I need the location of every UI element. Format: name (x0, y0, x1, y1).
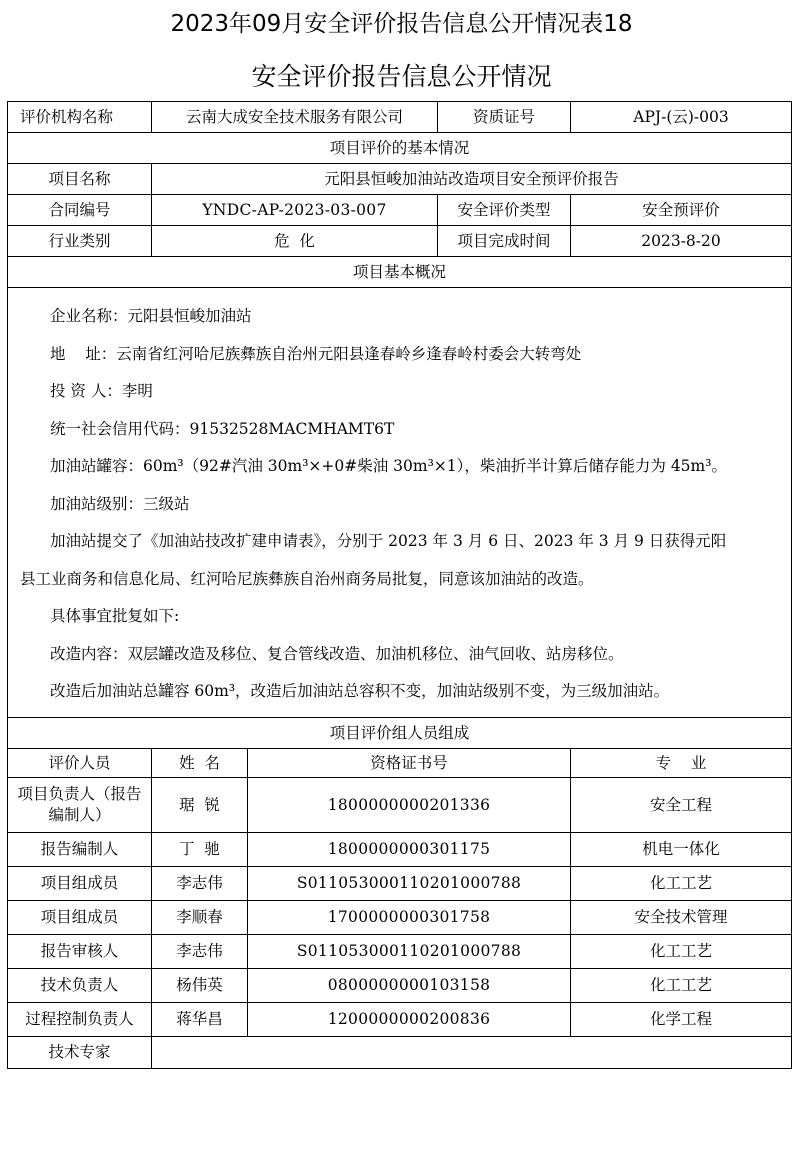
team-cert: S011053000110201000788 (248, 866, 571, 900)
overview-renovation-result: 改造后加油站总罐容 60m³，改造后加油站总容积不变，加油站级别不变，为三级加油站。 (50, 682, 670, 700)
team-role: 过程控制负责人 (8, 1002, 152, 1036)
team-row (8, 1002, 792, 1036)
col-role: 评价人员 (8, 748, 152, 777)
basic-header-row (8, 133, 792, 164)
col-cert: 资格证书号 (248, 748, 571, 777)
team-major: 化工工艺 (571, 968, 792, 1002)
team-row (8, 934, 792, 968)
contract-value: YNDC-AP-2023-03-007 (152, 195, 438, 226)
team-cert: 1200000000200836 (248, 1002, 571, 1036)
finish-label: 项目完成时间 (438, 226, 571, 257)
team-cert: 1800000000201336 (248, 777, 571, 832)
col-major: 专 业 (571, 748, 792, 777)
eval-type-label: 安全评价类型 (438, 195, 571, 226)
overview-address: 地 址：云南省红河哈尼族彝族自治州元阳县逢春岭乡逢春岭村委会大转弯处 (50, 344, 582, 363)
team-name: 蒋华昌 (152, 1002, 248, 1036)
team-major: 安全技术管理 (571, 900, 792, 934)
team-row (8, 900, 792, 934)
team-role: 项目组成员 (8, 900, 152, 934)
team-name: 李顺春 (152, 900, 248, 934)
org-row (8, 102, 792, 133)
team-name: 李志伟 (152, 934, 248, 968)
project-name-value: 元阳县恒峻加油站改造项目安全预评价报告 (152, 164, 792, 195)
expert-label: 技术专家 (8, 1036, 152, 1068)
contract-row (8, 195, 792, 226)
expert-row (8, 1036, 792, 1068)
org-value: 云南大成安全技术服务有限公司 (152, 102, 438, 133)
team-name: 丁 驰 (152, 832, 248, 866)
industry-row (8, 226, 792, 257)
team-row (8, 968, 792, 1002)
team-row (8, 777, 792, 832)
document-subtitle: 安全评价报告信息公开情况 (251, 62, 552, 91)
finish-value: 2023-8-20 (571, 226, 792, 257)
overview-company: 企业名称：元阳县恒峻加油站 (50, 307, 252, 325)
overview-approval-details: 具体事宜批复如下: (50, 607, 180, 625)
team-header: 项目评价组人员组成 (8, 717, 792, 748)
team-cert: 0800000000103158 (248, 968, 571, 1002)
team-role: 技术负责人 (8, 968, 152, 1002)
industry-value: 危 化 (152, 226, 438, 257)
team-major: 化学工程 (571, 1002, 792, 1036)
overview-approval-line1: 加油站提交了《加油站技改扩建申请表》，分别于 2023 年 3 月 6 日、2023 年 3 月 9 日获得元阳 (50, 532, 727, 550)
overview-body (8, 288, 792, 718)
disclosure-table (7, 101, 792, 1069)
overview-header: 项目基本概况 (8, 257, 792, 288)
col-name: 姓 名 (152, 748, 248, 777)
team-name: 琚 锐 (152, 777, 248, 832)
overview-approval-line2: 县工业商务和信息化局、红河哈尼族彝族自治州商务局批复，同意该加油站的改造。 (20, 569, 594, 588)
overview-row (8, 288, 792, 718)
team-role: 项目负责人（报告编制人） (8, 777, 152, 832)
team-row (8, 832, 792, 866)
team-role: 项目组成员 (8, 866, 152, 900)
team-row (8, 866, 792, 900)
cert-label: 资质证号 (438, 102, 571, 133)
team-header-row (8, 717, 792, 748)
basic-header: 项目评价的基本情况 (8, 133, 792, 164)
team-major: 机电一体化 (571, 832, 792, 866)
overview-station-level: 加油站级别：三级站 (50, 494, 190, 513)
team-cert: S011053000110201000788 (248, 934, 571, 968)
overview-renovation-content: 改造内容：双层罐改造及移位、复合管线改造、加油机移位、油气回收、站房移位。 (50, 644, 624, 663)
team-columns-row (8, 748, 792, 777)
team-name: 杨伟英 (152, 968, 248, 1002)
overview-tank-capacity: 加油站罐容：60m³（92#汽油 30m³×+0#柴油 30m³×1），柴油折半计算后储存能力为 45m³。 (50, 457, 727, 475)
project-name-row (8, 164, 792, 195)
org-label: 评价机构名称 (8, 102, 152, 133)
team-cert: 1700000000301758 (248, 900, 571, 934)
project-name-label: 项目名称 (8, 164, 152, 195)
industry-label: 行业类别 (8, 226, 152, 257)
team-role: 报告审核人 (8, 934, 152, 968)
overview-investor: 投 资 人：李明 (50, 382, 153, 400)
cert-value: APJ-(云)-003 (571, 102, 792, 133)
team-major: 安全工程 (571, 777, 792, 832)
team-major: 化工工艺 (571, 934, 792, 968)
contract-label: 合同编号 (8, 195, 152, 226)
eval-type-value: 安全预评价 (571, 195, 792, 226)
document-title: 2023年09月安全评价报告信息公开情况表18 (170, 11, 633, 37)
team-role: 报告编制人 (8, 832, 152, 866)
expert-value (152, 1036, 792, 1068)
overview-credit-code: 统一社会信用代码：91532528MACMHAMT6T (50, 419, 395, 438)
team-cert: 1800000000301175 (248, 832, 571, 866)
overview-header-row (8, 257, 792, 288)
team-major: 化工工艺 (571, 866, 792, 900)
team-name: 李志伟 (152, 866, 248, 900)
